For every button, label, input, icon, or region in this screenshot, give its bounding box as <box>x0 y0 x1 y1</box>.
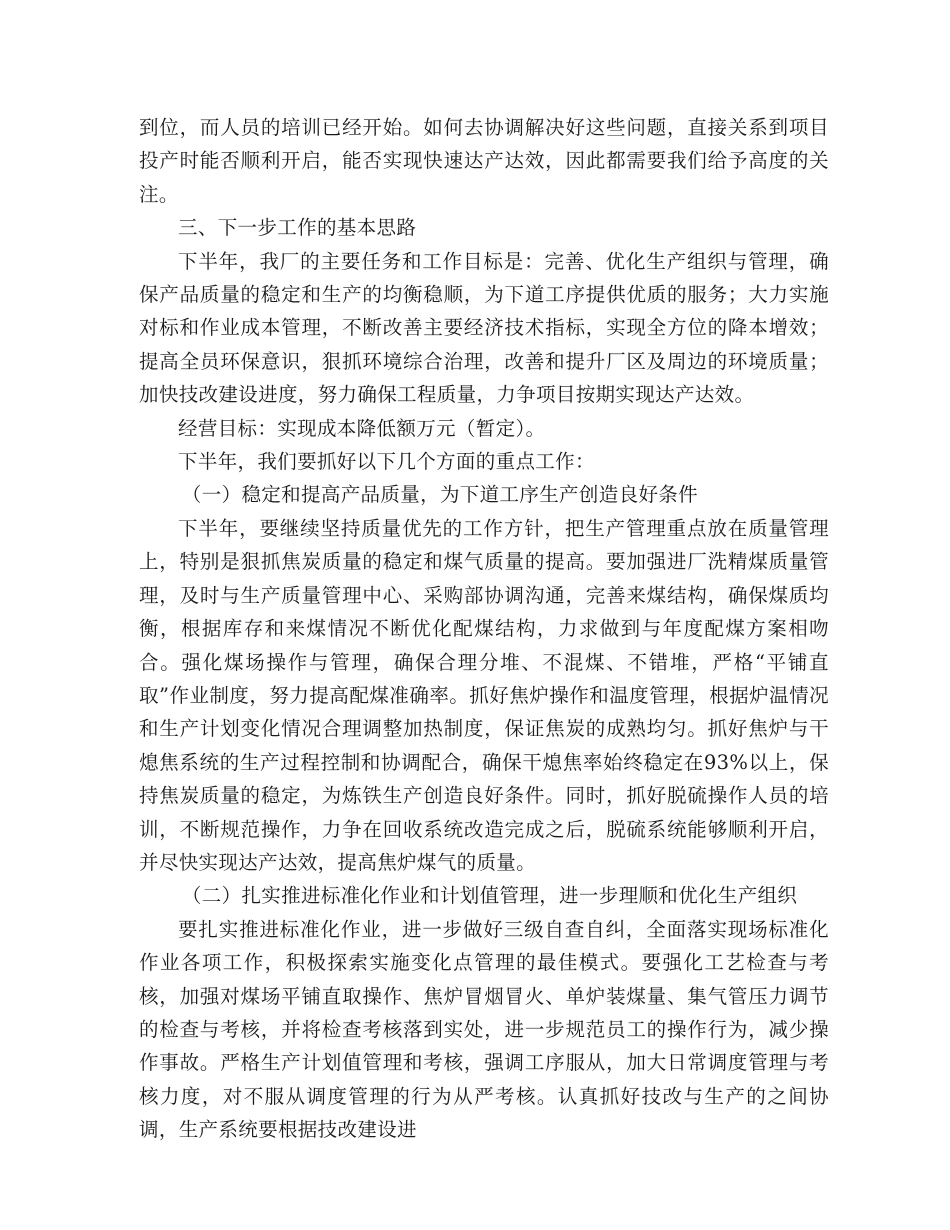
subsection-heading-2: （二）扎实推进标准化作业和计划值管理，进一步理顺和优化生产组织 <box>181 884 798 908</box>
document-body <box>139 111 829 1147</box>
paragraph-business-target: 经营目标：实现成本降低额万元（暂定）。 <box>178 416 546 440</box>
paragraph-continuation: 到位，而人员的培训已经开始。如何去协调解决好这些问题，直接关系到项目投产时能否顺利开启，能否实现快速达产达效，因此都需要我们给予高度的关注。 <box>139 116 829 206</box>
subsection-heading-1: （一）稳定和提高产品质量，为下道工序生产创造良好条件 <box>181 483 698 507</box>
paragraph-quality: 下半年，要继续坚持质量优先的工作方针，把生产管理重点放在质量管理上，特别是狠抓焦炭质量的稳定和煤气质量的提高。要加强进厂洗精煤质量管理，及时与生产质量管理中心、采购部协调沟通，完善来煤结构，确保煤质均衡，根据库存和来煤情况不断优化配煤结构，力求做到与年度配煤方案相吻合。强化煤场操作与管理，确保合理分堆、不混煤、不错堆，严格“平铺直取”作业制度，努力提高配煤准确率。抓好焦炉操作和温度管理，根据炉温情况和生产计划变化情况合理调整加热制度，保证焦炭的成熟均匀。抓好焦炉与干熄焦系统的生产过程控制和协调配合，确保干熄焦率始终稳定在93%以上，保持焦炭质量的稳定，为炼铁生产创造良好条件。同时，抓好脱硫操作人员的培训，不断规范操作，力争在回收系统改造完成之后，脱硫系统能够顺利开启，并尽快实现达产达效，提高焦炉煤气的质量。 <box>139 516 829 874</box>
paragraph-standardization: 要扎实推进标准化作业，进一步做好三级自查自纠，全面落实现场标准化作业各项工作，积极探索实施变化点管理的最佳模式。要强化工艺检查与考核，加强对煤场平铺直取操作、焦炉冒烟冒火、单炉装煤量、集气管压力调节的检查与考核，并将检查考核落到实处，进一步规范员工的操作行为，减少操作事故。严格生产计划值管理和考核，强调工序服从，加大日常调度管理与考核力度，对不服从调度管理的行为从严考核。认真抓好技改与生产的之间协调，生产系统要根据技改建设进 <box>139 917 829 1142</box>
paragraph-goals: 下半年，我厂的主要任务和工作目标是：完善、优化生产组织与管理，确保产品质量的稳定和生产的均衡稳顺，为下道工序提供优质的服务；大力实施对标和作业成本管理，不断改善主要经济技术指标，实现全方位的降本增效；提高全员环保意识，狠抓环境综合治理，改善和提升厂区及周边的环境质量；加快技改建设进度，努力确保工程质量，力争项目按期实现达产达效。 <box>139 249 829 407</box>
paragraph-key-work-intro: 下半年，我们要抓好以下几个方面的重点工作： <box>178 450 595 474</box>
section-heading: 三、下一步工作的基本思路 <box>178 216 417 240</box>
